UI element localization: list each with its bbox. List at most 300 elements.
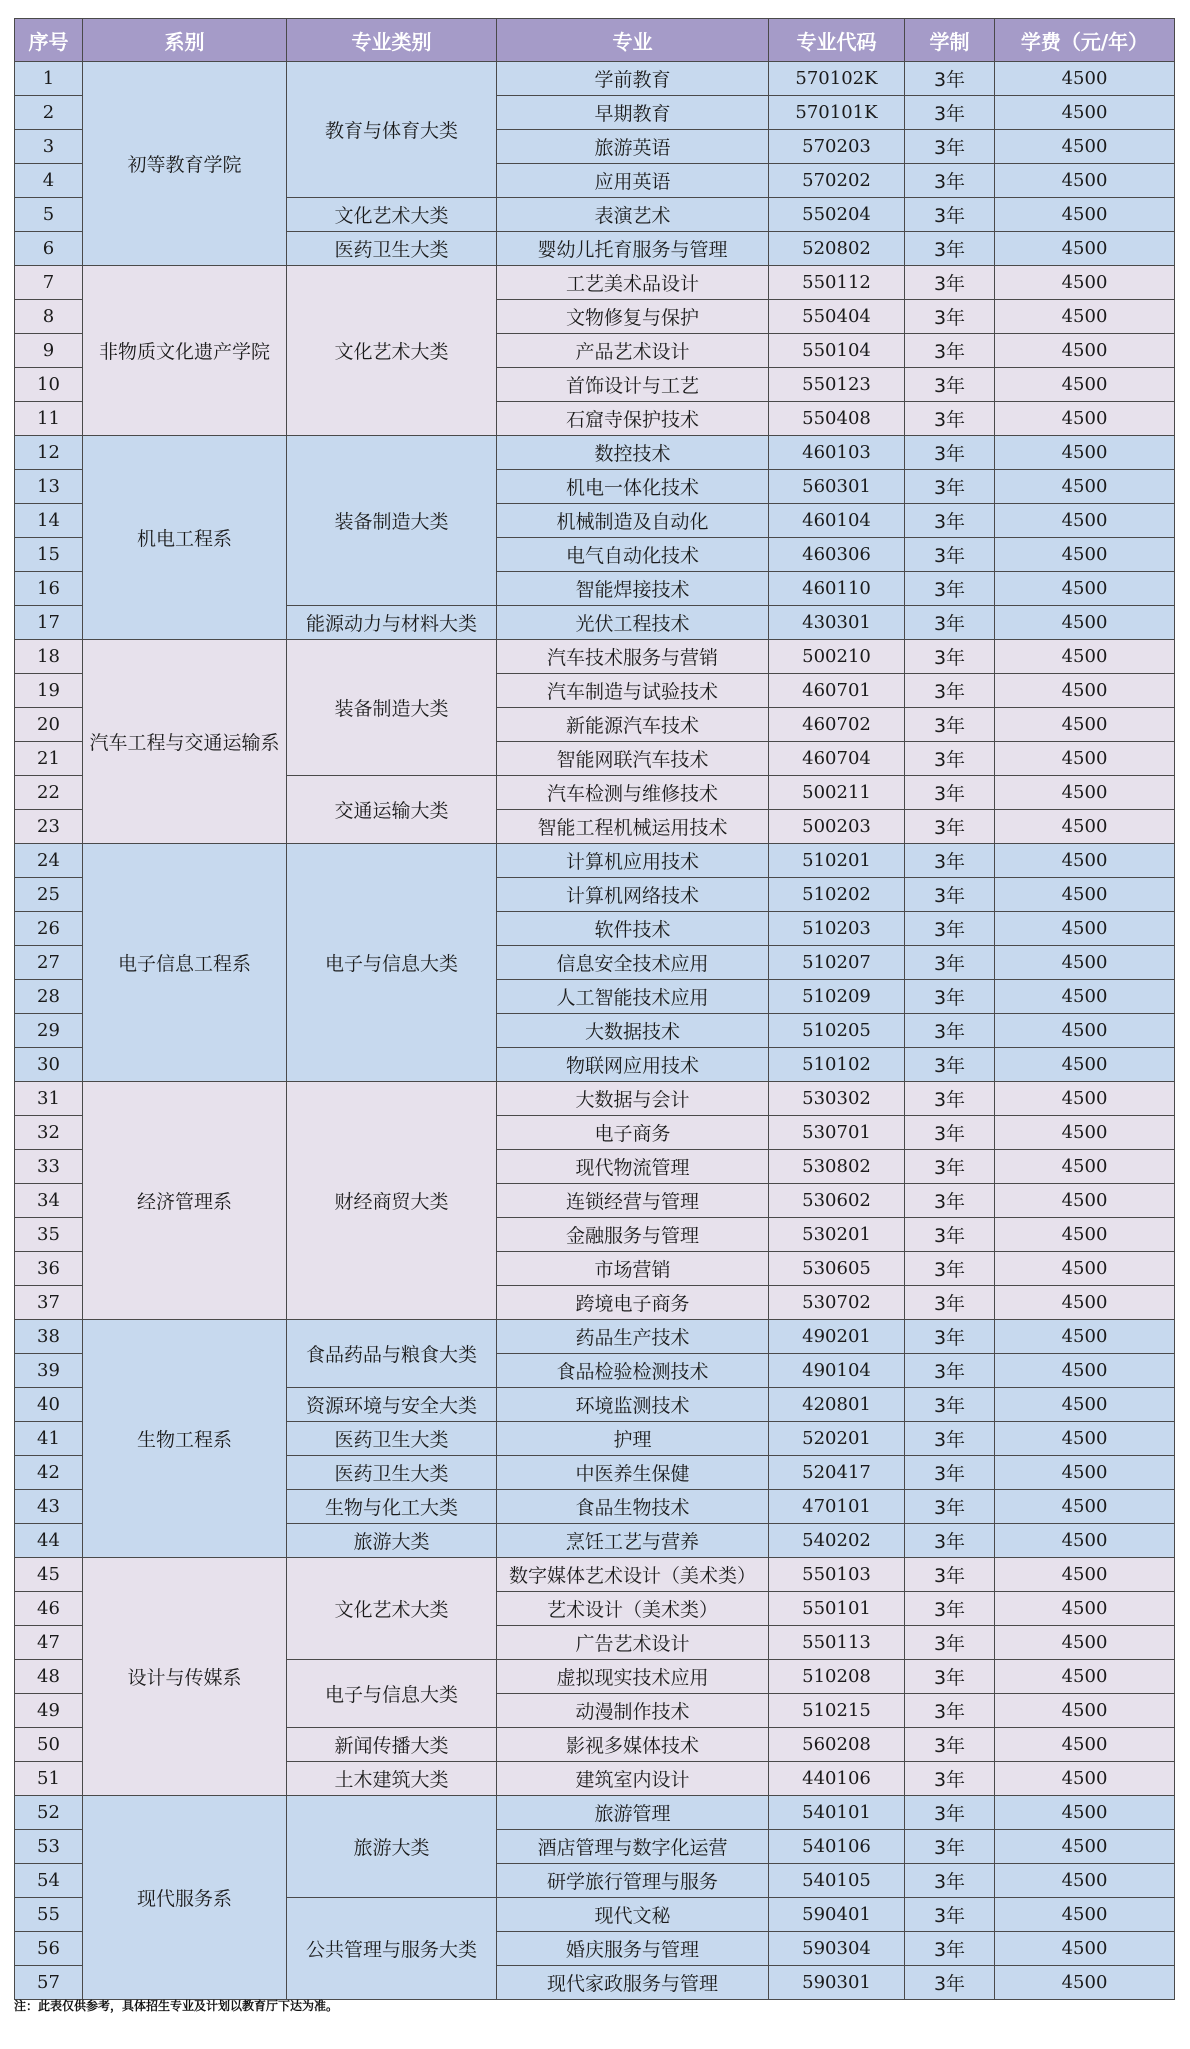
table-row [15,1082,1175,1116]
cell-category: 电子与信息大类 [287,844,497,1082]
cell-index: 20 [15,708,83,742]
cell-tuition: 4500 [995,878,1175,912]
table-header-row [15,19,1175,62]
cell-index: 27 [15,946,83,980]
cell-index: 28 [15,980,83,1014]
cell-duration: 3年 [905,1354,995,1388]
cell-tuition: 4500 [995,1082,1175,1116]
cell-department: 设计与传媒系 [83,1558,287,1796]
cell-major-code: 510215 [769,1694,905,1728]
cell-major: 旅游英语 [497,130,769,164]
cell-major-code: 510207 [769,946,905,980]
cell-duration: 3年 [905,1320,995,1354]
cell-index: 54 [15,1864,83,1898]
cell-category: 装备制造大类 [287,436,497,606]
cell-major-code: 530701 [769,1116,905,1150]
cell-major-code: 530201 [769,1218,905,1252]
cell-index: 35 [15,1218,83,1252]
cell-major-code: 570203 [769,130,905,164]
cell-index: 42 [15,1456,83,1490]
cell-duration: 3年 [905,62,995,96]
cell-tuition: 4500 [995,674,1175,708]
cell-major-code: 470101 [769,1490,905,1524]
cell-index: 31 [15,1082,83,1116]
cell-index: 8 [15,300,83,334]
cell-category: 旅游大类 [287,1796,497,1898]
cell-tuition: 4500 [995,232,1175,266]
cell-tuition: 4500 [995,912,1175,946]
cell-index: 38 [15,1320,83,1354]
cell-duration: 3年 [905,1490,995,1524]
cell-index: 39 [15,1354,83,1388]
cell-major-code: 550204 [769,198,905,232]
cell-major: 跨境电子商务 [497,1286,769,1320]
cell-duration: 3年 [905,266,995,300]
cell-major: 环境监测技术 [497,1388,769,1422]
cell-major: 数字媒体艺术设计（美术类） [497,1558,769,1592]
cell-index: 14 [15,504,83,538]
cell-category: 土木建筑大类 [287,1762,497,1796]
cell-duration: 3年 [905,980,995,1014]
cell-index: 5 [15,198,83,232]
cell-index: 57 [15,1966,83,2000]
cell-tuition: 4500 [995,1184,1175,1218]
cell-major-code: 550103 [769,1558,905,1592]
cell-tuition: 4500 [995,606,1175,640]
cell-duration: 3年 [905,742,995,776]
cell-major-code: 540202 [769,1524,905,1558]
cell-major-code: 550113 [769,1626,905,1660]
cell-tuition: 4500 [995,1864,1175,1898]
cell-tuition: 4500 [995,538,1175,572]
cell-tuition: 4500 [995,1456,1175,1490]
cell-major: 机械制造及自动化 [497,504,769,538]
cell-major-code: 460103 [769,436,905,470]
cell-tuition: 4500 [995,742,1175,776]
cell-duration: 3年 [905,1626,995,1660]
cell-index: 46 [15,1592,83,1626]
cell-category: 文化艺术大类 [287,1558,497,1660]
cell-major-code: 540101 [769,1796,905,1830]
cell-duration: 3年 [905,1796,995,1830]
cell-major-code: 460306 [769,538,905,572]
cell-tuition: 4500 [995,1286,1175,1320]
cell-major-code: 500203 [769,810,905,844]
cell-duration: 3年 [905,674,995,708]
cell-duration: 3年 [905,1762,995,1796]
cell-major: 研学旅行管理与服务 [497,1864,769,1898]
cell-duration: 3年 [905,402,995,436]
cell-major-code: 440106 [769,1762,905,1796]
cell-category: 新闻传播大类 [287,1728,497,1762]
cell-department: 电子信息工程系 [83,844,287,1082]
cell-duration: 3年 [905,708,995,742]
cell-index: 4 [15,164,83,198]
cell-major: 人工智能技术应用 [497,980,769,1014]
cell-tuition: 4500 [995,1898,1175,1932]
cell-duration: 3年 [905,572,995,606]
cell-major-code: 510202 [769,878,905,912]
cell-major-code: 520201 [769,1422,905,1456]
cell-tuition: 4500 [995,1932,1175,1966]
cell-category: 教育与体育大类 [287,62,497,198]
cell-major-code: 530302 [769,1082,905,1116]
cell-duration: 3年 [905,1184,995,1218]
cell-major: 信息安全技术应用 [497,946,769,980]
cell-tuition: 4500 [995,1694,1175,1728]
cell-index: 12 [15,436,83,470]
cell-index: 3 [15,130,83,164]
table-row [15,436,1175,470]
cell-tuition: 4500 [995,980,1175,1014]
table-body [15,62,1175,2000]
cell-duration: 3年 [905,1150,995,1184]
cell-duration: 3年 [905,844,995,878]
cell-major-code: 490104 [769,1354,905,1388]
cell-duration: 3年 [905,1898,995,1932]
cell-major-code: 540105 [769,1864,905,1898]
cell-major-code: 460704 [769,742,905,776]
header-department: 系别 [83,19,287,62]
cell-index: 41 [15,1422,83,1456]
majors-table-wrapper [14,18,1175,2000]
cell-major: 光伏工程技术 [497,606,769,640]
cell-major: 机电一体化技术 [497,470,769,504]
cell-category: 装备制造大类 [287,640,497,776]
cell-duration: 3年 [905,470,995,504]
cell-category: 财经商贸大类 [287,1082,497,1320]
cell-tuition: 4500 [995,62,1175,96]
cell-major: 智能工程机械运用技术 [497,810,769,844]
cell-index: 40 [15,1388,83,1422]
cell-major: 新能源汽车技术 [497,708,769,742]
cell-major: 计算机应用技术 [497,844,769,878]
cell-tuition: 4500 [995,1116,1175,1150]
cell-index: 29 [15,1014,83,1048]
cell-tuition: 4500 [995,96,1175,130]
cell-major: 现代家政服务与管理 [497,1966,769,2000]
cell-tuition: 4500 [995,130,1175,164]
table-row [15,1558,1175,1592]
cell-tuition: 4500 [995,1626,1175,1660]
cell-category: 资源环境与安全大类 [287,1388,497,1422]
cell-major-code: 560301 [769,470,905,504]
cell-index: 7 [15,266,83,300]
cell-index: 49 [15,1694,83,1728]
cell-major: 应用英语 [497,164,769,198]
table-row [15,640,1175,674]
cell-major-code: 530605 [769,1252,905,1286]
cell-major: 影视多媒体技术 [497,1728,769,1762]
cell-major-code: 550101 [769,1592,905,1626]
cell-tuition: 4500 [995,810,1175,844]
cell-department: 机电工程系 [83,436,287,640]
cell-index: 33 [15,1150,83,1184]
cell-major: 药品生产技术 [497,1320,769,1354]
cell-duration: 3年 [905,946,995,980]
cell-category: 医药卫生大类 [287,1422,497,1456]
cell-category: 公共管理与服务大类 [287,1898,497,2000]
cell-duration: 3年 [905,1592,995,1626]
cell-major: 表演艺术 [497,198,769,232]
cell-major-code: 510205 [769,1014,905,1048]
cell-duration: 3年 [905,198,995,232]
cell-index: 19 [15,674,83,708]
cell-duration: 3年 [905,164,995,198]
cell-major: 酒店管理与数字化运营 [497,1830,769,1864]
cell-major-code: 560208 [769,1728,905,1762]
cell-major: 中医养生保健 [497,1456,769,1490]
cell-index: 18 [15,640,83,674]
cell-index: 37 [15,1286,83,1320]
cell-duration: 3年 [905,1932,995,1966]
cell-tuition: 4500 [995,1830,1175,1864]
cell-major: 汽车制造与试验技术 [497,674,769,708]
cell-duration: 3年 [905,878,995,912]
cell-tuition: 4500 [995,640,1175,674]
cell-index: 52 [15,1796,83,1830]
cell-major-code: 530702 [769,1286,905,1320]
cell-index: 45 [15,1558,83,1592]
cell-duration: 3年 [905,436,995,470]
cell-major: 广告艺术设计 [497,1626,769,1660]
cell-tuition: 4500 [995,1728,1175,1762]
cell-tuition: 4500 [995,1388,1175,1422]
cell-major: 金融服务与管理 [497,1218,769,1252]
cell-category: 生物与化工大类 [287,1490,497,1524]
cell-index: 23 [15,810,83,844]
cell-duration: 3年 [905,368,995,402]
cell-major: 汽车技术服务与营销 [497,640,769,674]
cell-duration: 3年 [905,1558,995,1592]
cell-index: 44 [15,1524,83,1558]
cell-duration: 3年 [905,640,995,674]
cell-index: 50 [15,1728,83,1762]
cell-duration: 3年 [905,606,995,640]
cell-index: 43 [15,1490,83,1524]
cell-major-code: 520802 [769,232,905,266]
cell-major: 虚拟现实技术应用 [497,1660,769,1694]
table-row [15,62,1175,96]
cell-duration: 3年 [905,1116,995,1150]
cell-category: 交通运输大类 [287,776,497,844]
cell-index: 2 [15,96,83,130]
cell-major-code: 540106 [769,1830,905,1864]
cell-major-code: 460104 [769,504,905,538]
cell-index: 13 [15,470,83,504]
cell-index: 1 [15,62,83,96]
table-row [15,844,1175,878]
cell-tuition: 4500 [995,1320,1175,1354]
cell-department: 汽车工程与交通运输系 [83,640,287,844]
cell-major-code: 500210 [769,640,905,674]
cell-major-code: 570102K [769,62,905,96]
cell-major-code: 550104 [769,334,905,368]
cell-index: 11 [15,402,83,436]
cell-index: 51 [15,1762,83,1796]
cell-category: 旅游大类 [287,1524,497,1558]
cell-department: 生物工程系 [83,1320,287,1558]
cell-duration: 3年 [905,1966,995,2000]
cell-duration: 3年 [905,96,995,130]
cell-major: 连锁经营与管理 [497,1184,769,1218]
cell-department: 现代服务系 [83,1796,287,2000]
cell-duration: 3年 [905,1286,995,1320]
cell-major: 工艺美术品设计 [497,266,769,300]
cell-major-code: 430301 [769,606,905,640]
cell-major-code: 550112 [769,266,905,300]
cell-index: 32 [15,1116,83,1150]
cell-tuition: 4500 [995,164,1175,198]
cell-major: 婚庆服务与管理 [497,1932,769,1966]
cell-tuition: 4500 [995,776,1175,810]
cell-category: 医药卫生大类 [287,232,497,266]
cell-tuition: 4500 [995,470,1175,504]
cell-major-code: 460110 [769,572,905,606]
cell-major-code: 510201 [769,844,905,878]
cell-tuition: 4500 [995,946,1175,980]
cell-duration: 3年 [905,504,995,538]
cell-duration: 3年 [905,1388,995,1422]
cell-major: 物联网应用技术 [497,1048,769,1082]
cell-department: 经济管理系 [83,1082,287,1320]
cell-index: 24 [15,844,83,878]
cell-tuition: 4500 [995,300,1175,334]
cell-major: 电子商务 [497,1116,769,1150]
cell-tuition: 4500 [995,1150,1175,1184]
cell-major-code: 460701 [769,674,905,708]
cell-category: 能源动力与材料大类 [287,606,497,640]
cell-index: 56 [15,1932,83,1966]
cell-index: 53 [15,1830,83,1864]
cell-major-code: 510203 [769,912,905,946]
cell-duration: 3年 [905,1048,995,1082]
cell-major-code: 510208 [769,1660,905,1694]
cell-major: 艺术设计（美术类） [497,1592,769,1626]
cell-tuition: 4500 [995,1524,1175,1558]
cell-index: 48 [15,1660,83,1694]
cell-tuition: 4500 [995,334,1175,368]
header-duration: 学制 [905,19,995,62]
cell-duration: 3年 [905,538,995,572]
cell-category: 电子与信息大类 [287,1660,497,1728]
cell-tuition: 4500 [995,198,1175,232]
cell-major-code: 510209 [769,980,905,1014]
cell-tuition: 4500 [995,368,1175,402]
cell-tuition: 4500 [995,1660,1175,1694]
cell-tuition: 4500 [995,1490,1175,1524]
cell-major-code: 550408 [769,402,905,436]
cell-duration: 3年 [905,1694,995,1728]
table-row [15,1796,1175,1830]
cell-tuition: 4500 [995,266,1175,300]
cell-category: 文化艺术大类 [287,266,497,436]
cell-major-code: 590301 [769,1966,905,2000]
cell-index: 47 [15,1626,83,1660]
cell-index: 34 [15,1184,83,1218]
cell-duration: 3年 [905,1422,995,1456]
cell-major: 智能焊接技术 [497,572,769,606]
cell-major: 早期教育 [497,96,769,130]
cell-duration: 3年 [905,130,995,164]
table-row [15,1320,1175,1354]
cell-tuition: 4500 [995,1966,1175,2000]
cell-duration: 3年 [905,1252,995,1286]
cell-major: 数控技术 [497,436,769,470]
cell-major: 婴幼儿托育服务与管理 [497,232,769,266]
cell-index: 21 [15,742,83,776]
cell-duration: 3年 [905,1660,995,1694]
cell-duration: 3年 [905,912,995,946]
cell-major: 食品检验检测技术 [497,1354,769,1388]
cell-major: 现代文秘 [497,1898,769,1932]
cell-duration: 3年 [905,810,995,844]
cell-major: 文物修复与保护 [497,300,769,334]
cell-category: 食品药品与粮食大类 [287,1320,497,1388]
cell-duration: 3年 [905,1218,995,1252]
cell-tuition: 4500 [995,504,1175,538]
cell-major-code: 590401 [769,1898,905,1932]
cell-major: 旅游管理 [497,1796,769,1830]
cell-major: 智能网联汽车技术 [497,742,769,776]
cell-index: 17 [15,606,83,640]
cell-major-code: 570101K [769,96,905,130]
cell-duration: 3年 [905,1830,995,1864]
cell-tuition: 4500 [995,1014,1175,1048]
cell-major: 现代物流管理 [497,1150,769,1184]
cell-index: 22 [15,776,83,810]
cell-duration: 3年 [905,1728,995,1762]
header-major: 专业 [497,19,769,62]
cell-category: 文化艺术大类 [287,198,497,232]
cell-major-code: 550404 [769,300,905,334]
cell-major: 烹饪工艺与营养 [497,1524,769,1558]
cell-major: 市场营销 [497,1252,769,1286]
majors-table [14,18,1175,2000]
cell-tuition: 4500 [995,436,1175,470]
cell-tuition: 4500 [995,1354,1175,1388]
cell-tuition: 4500 [995,402,1175,436]
cell-duration: 3年 [905,1082,995,1116]
cell-index: 55 [15,1898,83,1932]
cell-major-code: 460702 [769,708,905,742]
cell-duration: 3年 [905,1014,995,1048]
cell-duration: 3年 [905,300,995,334]
cell-major: 动漫制作技术 [497,1694,769,1728]
cell-major: 食品生物技术 [497,1490,769,1524]
cell-major-code: 550123 [769,368,905,402]
cell-index: 15 [15,538,83,572]
cell-major: 大数据技术 [497,1014,769,1048]
cell-major: 产品艺术设计 [497,334,769,368]
cell-major-code: 530602 [769,1184,905,1218]
cell-index: 36 [15,1252,83,1286]
cell-tuition: 4500 [995,1796,1175,1830]
cell-index: 26 [15,912,83,946]
header-major-code: 专业代码 [769,19,905,62]
cell-major-code: 500211 [769,776,905,810]
cell-index: 9 [15,334,83,368]
header-category: 专业类别 [287,19,497,62]
cell-duration: 3年 [905,776,995,810]
header-index: 序号 [15,19,83,62]
cell-tuition: 4500 [995,1592,1175,1626]
cell-major: 首饰设计与工艺 [497,368,769,402]
cell-major-code: 420801 [769,1388,905,1422]
cell-category: 医药卫生大类 [287,1456,497,1490]
cell-index: 25 [15,878,83,912]
cell-tuition: 4500 [995,1422,1175,1456]
